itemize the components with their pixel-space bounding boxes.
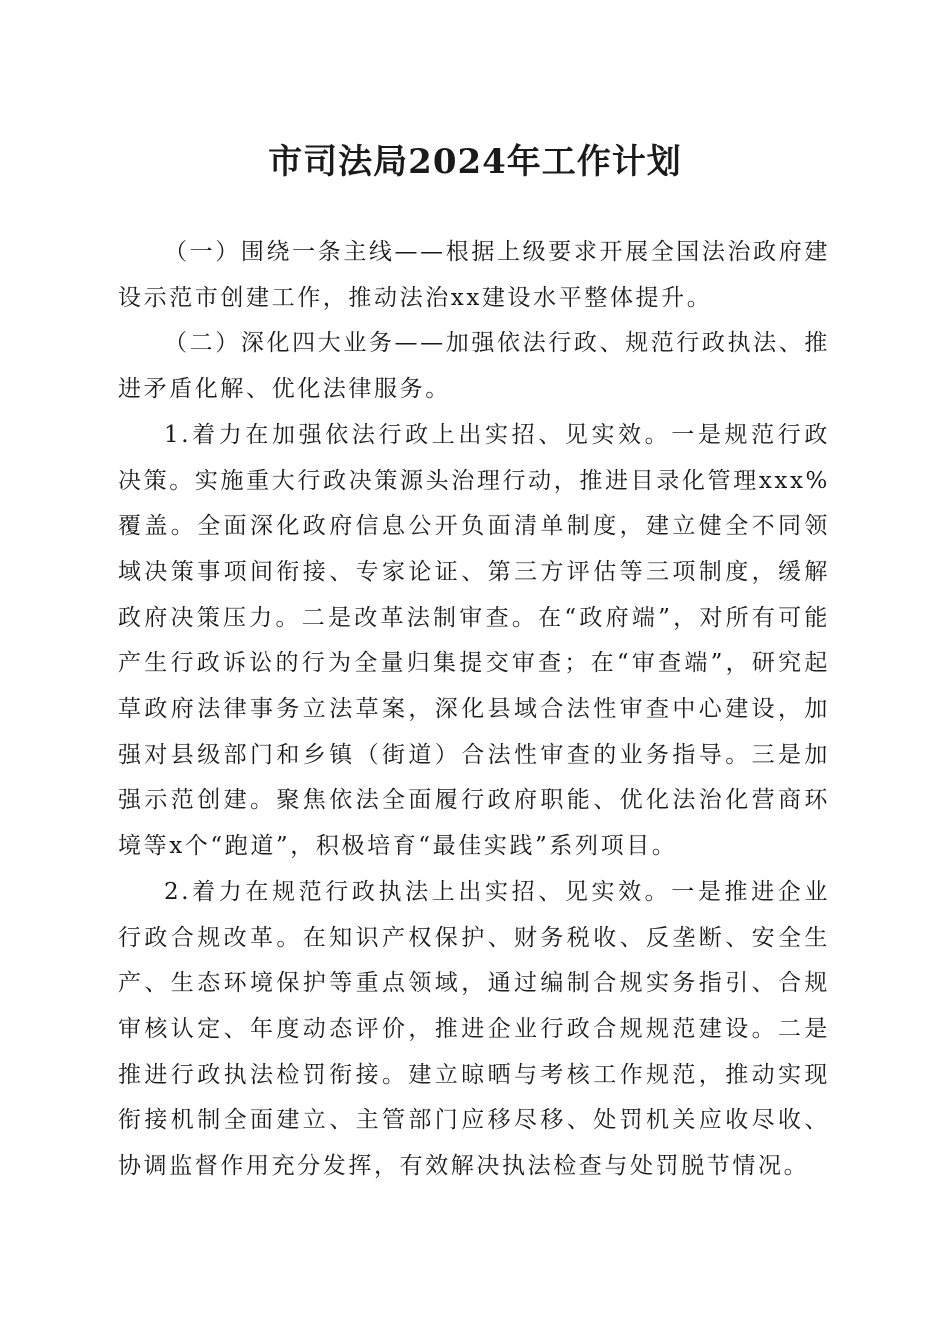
paragraph-four-businesses: （二）深化四大业务——加强依法行政、规范行政执法、推进矛盾化解、优化法律服务。 (118, 330, 830, 403)
document-title: 市司法局2024年工作计划 (268, 142, 682, 182)
paragraph-law-enforcement: 2.着力在规范行政执法上出实招、见实效。一是推进企业行政合规改革。在知识产权保护、财务税收、反垄断、安全生产、生态环境保护等重点领域，通过编制合规实务指引、合规审核认定、年度动态评价，推进企业行政合规规范建设。二是推进行政执法检罚衔接。建立晾晒与考核工作规范，推动实现衔接机制全面建立、主管部门应移尽移、处罚机关应收尽收、协调监督作用充分发挥，有效解决执法检查与处罚脱节情况。 (118, 878, 830, 1180)
paragraph-administration-by-law: 1.着力在加强依法行政上出实招、见实效。一是规范行政决策。实施重大行政决策源头治理行动，推进目录化管理xxx%覆盖。全面深化政府信息公开负面清单制度，建立健全不同领域决策事项间衔接、专家论证、第三方评估等三项制度，缓解政府决策压力。二是改革法制审查。在“政府端”，对所有可能产生行政诉讼的行为全量归集提交审查；在“审查端”，研究起草政府法律事务立法草案，深化县域合法性审查中心建设，加强对县级部门和乡镇（街道）合法性审查的业务指导。三是加强示范创建。聚焦依法全面履行政府职能、优化法治化营商环境等x个“跑道”，积极培育“最佳实践”系列项目。 (118, 421, 830, 860)
paragraph-main-line: （一）围绕一条主线——根据上级要求开展全国法治政府建设示范市创建工作，推动法治xx建设水平整体提升。 (118, 239, 830, 311)
document-body (118, 230, 830, 1190)
